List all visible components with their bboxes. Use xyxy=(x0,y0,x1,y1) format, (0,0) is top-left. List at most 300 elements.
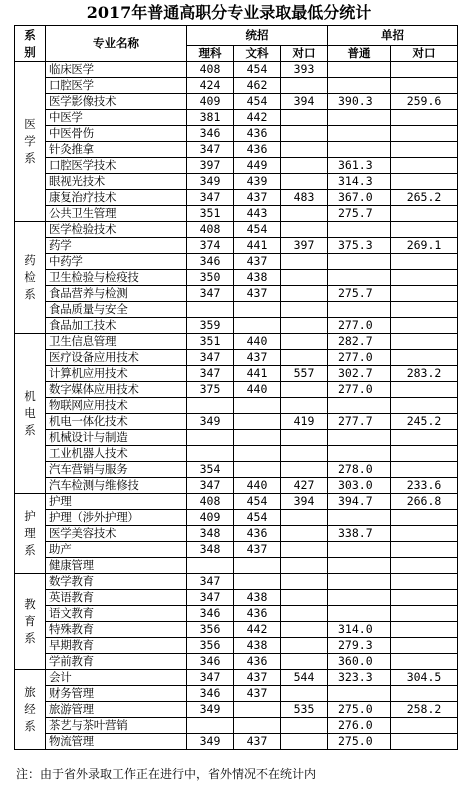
danzhao-putong-cell xyxy=(328,254,391,270)
like-score-cell: 408 xyxy=(187,494,234,510)
major-cell: 护理（涉外护理） xyxy=(46,510,187,526)
header-tongzhao: 统招 xyxy=(187,26,328,46)
duikou-score-cell xyxy=(281,206,328,222)
department-cell xyxy=(15,494,46,574)
duikou-score-cell xyxy=(281,734,328,750)
duikou-score-cell xyxy=(281,510,328,526)
like-score-cell: 356 xyxy=(187,638,234,654)
duikou-score-cell xyxy=(281,174,328,190)
wenke-score-cell: 440 xyxy=(234,334,281,350)
danzhao-putong-cell xyxy=(328,78,391,94)
duikou-score-cell xyxy=(281,302,328,318)
danzhao-putong-cell xyxy=(328,110,391,126)
wenke-score-cell xyxy=(234,558,281,574)
duikou-score-cell xyxy=(281,334,328,350)
duikou-score-cell xyxy=(281,158,328,174)
danzhao-putong-cell: 360.0 xyxy=(328,654,391,670)
major-cell: 中医骨伤 xyxy=(46,126,187,142)
major-cell: 早期教育 xyxy=(46,638,187,654)
danzhao-duikou-cell: 266.8 xyxy=(391,494,458,510)
danzhao-duikou-cell: 245.2 xyxy=(391,414,458,430)
table-row xyxy=(15,590,458,606)
danzhao-putong-cell xyxy=(328,398,391,414)
danzhao-putong-cell: 394.7 xyxy=(328,494,391,510)
duikou-score-cell xyxy=(281,638,328,654)
wenke-score-cell xyxy=(234,430,281,446)
duikou-score-cell xyxy=(281,558,328,574)
like-score-cell: 349 xyxy=(187,734,234,750)
like-score-cell: 349 xyxy=(187,174,234,190)
duikou-score-cell xyxy=(281,654,328,670)
duikou-score-cell xyxy=(281,382,328,398)
major-cell: 物联网应用技术 xyxy=(46,398,187,414)
table-row xyxy=(15,542,458,558)
like-score-cell: 347 xyxy=(187,366,234,382)
duikou-score-cell xyxy=(281,270,328,286)
danzhao-putong-cell: 314.3 xyxy=(328,174,391,190)
major-cell: 医学美容技术 xyxy=(46,526,187,542)
danzhao-duikou-cell xyxy=(391,222,458,238)
wenke-score-cell: 454 xyxy=(234,494,281,510)
wenke-score-cell: 436 xyxy=(234,526,281,542)
major-cell: 会计 xyxy=(46,670,187,686)
major-cell: 公共卫生管理 xyxy=(46,206,187,222)
wenke-score-cell: 442 xyxy=(234,622,281,638)
duikou-score-cell: 394 xyxy=(281,94,328,110)
danzhao-duikou-cell xyxy=(391,62,458,78)
wenke-score-cell: 439 xyxy=(234,174,281,190)
duikou-score-cell xyxy=(281,622,328,638)
danzhao-duikou-cell: 269.1 xyxy=(391,238,458,254)
wenke-score-cell: 438 xyxy=(234,638,281,654)
danzhao-putong-cell xyxy=(328,222,391,238)
duikou-score-cell xyxy=(281,110,328,126)
like-score-cell xyxy=(187,718,234,734)
like-score-cell: 356 xyxy=(187,622,234,638)
like-score-cell: 347 xyxy=(187,670,234,686)
table-row xyxy=(15,654,458,670)
duikou-score-cell: 557 xyxy=(281,366,328,382)
major-cell: 眼视光技术 xyxy=(46,174,187,190)
duikou-score-cell xyxy=(281,286,328,302)
major-cell: 针灸推拿 xyxy=(46,142,187,158)
major-cell: 旅游管理 xyxy=(46,702,187,718)
major-cell: 食品质量与安全 xyxy=(46,302,187,318)
page-title: 2017年普通高职分专业录取最低分统计 xyxy=(86,3,372,22)
header-danzhao: 单招 xyxy=(328,26,458,46)
danzhao-putong-cell xyxy=(328,430,391,446)
danzhao-putong-cell xyxy=(328,510,391,526)
danzhao-duikou-cell: 304.5 xyxy=(391,670,458,686)
duikou-score-cell xyxy=(281,526,328,542)
like-score-cell: 348 xyxy=(187,542,234,558)
department-cell xyxy=(15,62,46,222)
like-score-cell: 409 xyxy=(187,94,234,110)
like-score-cell: 349 xyxy=(187,414,234,430)
like-score-cell: 347 xyxy=(187,190,234,206)
table-row xyxy=(15,174,458,190)
danzhao-putong-cell: 278.0 xyxy=(328,462,391,478)
table-row xyxy=(15,270,458,286)
duikou-score-cell xyxy=(281,398,328,414)
major-cell: 食品加工技术 xyxy=(46,318,187,334)
danzhao-putong-cell: 282.7 xyxy=(328,334,391,350)
like-score-cell: 347 xyxy=(187,286,234,302)
wenke-score-cell: 454 xyxy=(234,94,281,110)
like-score-cell: 351 xyxy=(187,206,234,222)
table-row xyxy=(15,318,458,334)
wenke-score-cell xyxy=(234,574,281,590)
wenke-score-cell: 438 xyxy=(234,270,281,286)
wenke-score-cell xyxy=(234,302,281,318)
table-row xyxy=(15,622,458,638)
danzhao-putong-cell: 367.0 xyxy=(328,190,391,206)
table-row xyxy=(15,302,458,318)
danzhao-putong-cell: 276.0 xyxy=(328,718,391,734)
danzhao-putong-cell: 323.3 xyxy=(328,670,391,686)
wenke-score-cell: 437 xyxy=(234,542,281,558)
danzhao-duikou-cell xyxy=(391,574,458,590)
major-cell: 机电一体化技术 xyxy=(46,414,187,430)
danzhao-duikou-cell xyxy=(391,126,458,142)
department-name: 药检系 xyxy=(24,253,36,301)
table-row xyxy=(15,446,458,462)
danzhao-putong-cell: 390.3 xyxy=(328,94,391,110)
danzhao-putong-cell xyxy=(328,606,391,622)
duikou-score-cell xyxy=(281,718,328,734)
danzhao-putong-cell: 277.0 xyxy=(328,350,391,366)
table-row xyxy=(15,254,458,270)
danzhao-duikou-cell xyxy=(391,334,458,350)
department-name: 教育系 xyxy=(24,597,36,645)
major-cell: 汽车营销与服务 xyxy=(46,462,187,478)
department-cell xyxy=(15,574,46,670)
table-row xyxy=(15,734,458,750)
danzhao-duikou-cell xyxy=(391,734,458,750)
table-row xyxy=(15,510,458,526)
table-row xyxy=(15,126,458,142)
like-score-cell: 347 xyxy=(187,142,234,158)
danzhao-duikou-cell: 233.6 xyxy=(391,478,458,494)
table-row xyxy=(15,558,458,574)
danzhao-putong-cell: 277.0 xyxy=(328,318,391,334)
duikou-score-cell xyxy=(281,430,328,446)
danzhao-duikou-cell xyxy=(391,526,458,542)
table-row xyxy=(15,62,458,78)
like-score-cell: 347 xyxy=(187,350,234,366)
danzhao-putong-cell: 338.7 xyxy=(328,526,391,542)
major-cell: 卫生信息管理 xyxy=(46,334,187,350)
like-score-cell: 347 xyxy=(187,574,234,590)
danzhao-putong-cell: 314.0 xyxy=(328,622,391,638)
danzhao-putong-cell: 275.7 xyxy=(328,286,391,302)
wenke-score-cell: 437 xyxy=(234,286,281,302)
header-major: 专业名称 xyxy=(46,26,187,62)
duikou-score-cell xyxy=(281,142,328,158)
danzhao-duikou-cell xyxy=(391,142,458,158)
duikou-score-cell: 394 xyxy=(281,494,328,510)
wenke-score-cell: 436 xyxy=(234,606,281,622)
danzhao-duikou-cell xyxy=(391,606,458,622)
wenke-score-cell: 440 xyxy=(234,478,281,494)
major-cell: 药学 xyxy=(46,238,187,254)
danzhao-duikou-cell xyxy=(391,686,458,702)
table-row xyxy=(15,398,458,414)
danzhao-duikou-cell xyxy=(391,302,458,318)
table-row xyxy=(15,222,458,238)
danzhao-duikou-cell xyxy=(391,350,458,366)
danzhao-duikou-cell xyxy=(391,558,458,574)
duikou-score-cell xyxy=(281,590,328,606)
major-cell: 口腔医学 xyxy=(46,78,187,94)
department-name: 医学系 xyxy=(24,117,36,165)
danzhao-putong-cell: 277.0 xyxy=(328,382,391,398)
danzhao-putong-cell xyxy=(328,302,391,318)
danzhao-putong-cell xyxy=(328,126,391,142)
like-score-cell: 346 xyxy=(187,606,234,622)
danzhao-duikou-cell xyxy=(391,654,458,670)
danzhao-putong-cell xyxy=(328,62,391,78)
wenke-score-cell: 437 xyxy=(234,670,281,686)
table-row xyxy=(15,414,458,430)
wenke-score-cell: 449 xyxy=(234,158,281,174)
wenke-score-cell: 437 xyxy=(234,190,281,206)
table-row xyxy=(15,638,458,654)
like-score-cell: 381 xyxy=(187,110,234,126)
wenke-score-cell: 437 xyxy=(234,686,281,702)
danzhao-duikou-cell xyxy=(391,542,458,558)
wenke-score-cell xyxy=(234,414,281,430)
table-body xyxy=(15,62,458,750)
duikou-score-cell: 483 xyxy=(281,190,328,206)
score-table xyxy=(14,25,458,750)
wenke-score-cell: 454 xyxy=(234,222,281,238)
header-putong: 普通 xyxy=(328,46,391,62)
wenke-score-cell: 437 xyxy=(234,254,281,270)
like-score-cell: 346 xyxy=(187,654,234,670)
duikou-score-cell xyxy=(281,222,328,238)
danzhao-putong-cell: 279.3 xyxy=(328,638,391,654)
danzhao-putong-cell: 277.7 xyxy=(328,414,391,430)
major-cell: 数字媒体应用技术 xyxy=(46,382,187,398)
like-score-cell: 424 xyxy=(187,78,234,94)
table-row xyxy=(15,606,458,622)
wenke-score-cell: 437 xyxy=(234,734,281,750)
department-cell xyxy=(15,670,46,750)
danzhao-putong-cell: 275.0 xyxy=(328,702,391,718)
table-row xyxy=(15,702,458,718)
danzhao-putong-cell xyxy=(328,590,391,606)
major-cell: 汽车检测与维修技 xyxy=(46,478,187,494)
table-row xyxy=(15,110,458,126)
table-row xyxy=(15,158,458,174)
table-row xyxy=(15,526,458,542)
like-score-cell xyxy=(187,430,234,446)
danzhao-duikou-cell xyxy=(391,462,458,478)
danzhao-putong-cell: 361.3 xyxy=(328,158,391,174)
danzhao-duikou-cell xyxy=(391,78,458,94)
like-score-cell: 351 xyxy=(187,334,234,350)
major-cell: 特殊教育 xyxy=(46,622,187,638)
header-wenke: 文科 xyxy=(234,46,281,62)
major-cell: 卫生检验与检疫技 xyxy=(46,270,187,286)
danzhao-duikou-cell xyxy=(391,398,458,414)
major-cell: 数学教育 xyxy=(46,574,187,590)
duikou-score-cell: 397 xyxy=(281,238,328,254)
table-row xyxy=(15,350,458,366)
like-score-cell: 375 xyxy=(187,382,234,398)
danzhao-putong-cell xyxy=(328,558,391,574)
wenke-score-cell: 443 xyxy=(234,206,281,222)
like-score-cell: 346 xyxy=(187,126,234,142)
major-cell: 财务管理 xyxy=(46,686,187,702)
header-danzhao-duikou: 对口 xyxy=(391,46,458,62)
like-score-cell: 408 xyxy=(187,62,234,78)
danzhao-duikou-cell xyxy=(391,254,458,270)
like-score-cell: 346 xyxy=(187,254,234,270)
wenke-score-cell: 436 xyxy=(234,654,281,670)
table-row xyxy=(15,366,458,382)
duikou-score-cell xyxy=(281,78,328,94)
table-row xyxy=(15,190,458,206)
table-row xyxy=(15,334,458,350)
danzhao-duikou-cell xyxy=(391,318,458,334)
major-cell: 临床医学 xyxy=(46,62,187,78)
wenke-score-cell: 436 xyxy=(234,126,281,142)
duikou-score-cell: 427 xyxy=(281,478,328,494)
like-score-cell: 350 xyxy=(187,270,234,286)
department-name: 机电系 xyxy=(24,389,36,437)
like-score-cell: 359 xyxy=(187,318,234,334)
duikou-score-cell: 544 xyxy=(281,670,328,686)
danzhao-duikou-cell: 265.2 xyxy=(391,190,458,206)
like-score-cell: 374 xyxy=(187,238,234,254)
danzhao-duikou-cell xyxy=(391,590,458,606)
major-cell: 中药学 xyxy=(46,254,187,270)
like-score-cell: 347 xyxy=(187,590,234,606)
major-cell: 口腔医学技术 xyxy=(46,158,187,174)
like-score-cell: 349 xyxy=(187,702,234,718)
danzhao-duikou-cell xyxy=(391,510,458,526)
major-cell: 医学影像技术 xyxy=(46,94,187,110)
department-name: 护理系 xyxy=(24,509,36,557)
major-cell: 计算机应用技术 xyxy=(46,366,187,382)
danzhao-putong-cell: 275.7 xyxy=(328,206,391,222)
table-row xyxy=(15,78,458,94)
major-cell: 食品营养与检测 xyxy=(46,286,187,302)
danzhao-duikou-cell xyxy=(391,622,458,638)
table-row xyxy=(15,142,458,158)
danzhao-putong-cell xyxy=(328,574,391,590)
wenke-score-cell: 454 xyxy=(234,62,281,78)
like-score-cell: 346 xyxy=(187,686,234,702)
duikou-score-cell xyxy=(281,574,328,590)
duikou-score-cell xyxy=(281,350,328,366)
major-cell: 健康管理 xyxy=(46,558,187,574)
major-cell: 语文教育 xyxy=(46,606,187,622)
like-score-cell xyxy=(187,398,234,414)
wenke-score-cell: 436 xyxy=(234,142,281,158)
major-cell: 英语教育 xyxy=(46,590,187,606)
like-score-cell: 409 xyxy=(187,510,234,526)
table-row xyxy=(15,574,458,590)
wenke-score-cell: 441 xyxy=(234,238,281,254)
wenke-score-cell: 441 xyxy=(234,366,281,382)
duikou-score-cell: 419 xyxy=(281,414,328,430)
wenke-score-cell: 442 xyxy=(234,110,281,126)
danzhao-duikou-cell xyxy=(391,382,458,398)
footnote: 注：由于省外录取工作正在进行中，省外情况不在统计内 xyxy=(16,767,317,781)
department-name: 旅经系 xyxy=(24,685,36,733)
danzhao-duikou-cell xyxy=(391,638,458,654)
header-like: 理科 xyxy=(187,46,234,62)
wenke-score-cell xyxy=(234,702,281,718)
wenke-score-cell: 438 xyxy=(234,590,281,606)
major-cell: 助产 xyxy=(46,542,187,558)
department-cell xyxy=(15,222,46,334)
table-row xyxy=(15,494,458,510)
duikou-score-cell xyxy=(281,686,328,702)
duikou-score-cell: 393 xyxy=(281,62,328,78)
like-score-cell xyxy=(187,302,234,318)
duikou-score-cell xyxy=(281,446,328,462)
duikou-score-cell xyxy=(281,318,328,334)
wenke-score-cell xyxy=(234,446,281,462)
danzhao-duikou-cell xyxy=(391,110,458,126)
table-row xyxy=(15,430,458,446)
major-cell: 茶艺与茶叶营销 xyxy=(46,718,187,734)
duikou-score-cell xyxy=(281,606,328,622)
wenke-score-cell: 454 xyxy=(234,510,281,526)
danzhao-duikou-cell xyxy=(391,430,458,446)
danzhao-duikou-cell xyxy=(391,206,458,222)
danzhao-duikou-cell xyxy=(391,718,458,734)
danzhao-duikou-cell xyxy=(391,286,458,302)
like-score-cell: 348 xyxy=(187,526,234,542)
danzhao-putong-cell: 375.3 xyxy=(328,238,391,254)
department-cell xyxy=(15,334,46,494)
wenke-score-cell xyxy=(234,398,281,414)
like-score-cell xyxy=(187,446,234,462)
duikou-score-cell xyxy=(281,126,328,142)
table-row xyxy=(15,478,458,494)
major-cell: 护理 xyxy=(46,494,187,510)
table-row xyxy=(15,718,458,734)
danzhao-putong-cell: 302.7 xyxy=(328,366,391,382)
duikou-score-cell xyxy=(281,462,328,478)
danzhao-duikou-cell xyxy=(391,158,458,174)
wenke-score-cell: 437 xyxy=(234,350,281,366)
table-row xyxy=(15,462,458,478)
danzhao-putong-cell xyxy=(328,142,391,158)
major-cell: 康复治疗技术 xyxy=(46,190,187,206)
danzhao-duikou-cell: 283.2 xyxy=(391,366,458,382)
danzhao-putong-cell xyxy=(328,446,391,462)
duikou-score-cell xyxy=(281,542,328,558)
wenke-score-cell: 462 xyxy=(234,78,281,94)
danzhao-putong-cell xyxy=(328,542,391,558)
major-cell: 工业机器人技术 xyxy=(46,446,187,462)
danzhao-putong-cell: 303.0 xyxy=(328,478,391,494)
major-cell: 中医学 xyxy=(46,110,187,126)
danzhao-putong-cell xyxy=(328,270,391,286)
wenke-score-cell xyxy=(234,318,281,334)
danzhao-duikou-cell: 259.6 xyxy=(391,94,458,110)
like-score-cell xyxy=(187,558,234,574)
like-score-cell: 354 xyxy=(187,462,234,478)
table-row xyxy=(15,286,458,302)
major-cell: 机械设计与制造 xyxy=(46,430,187,446)
